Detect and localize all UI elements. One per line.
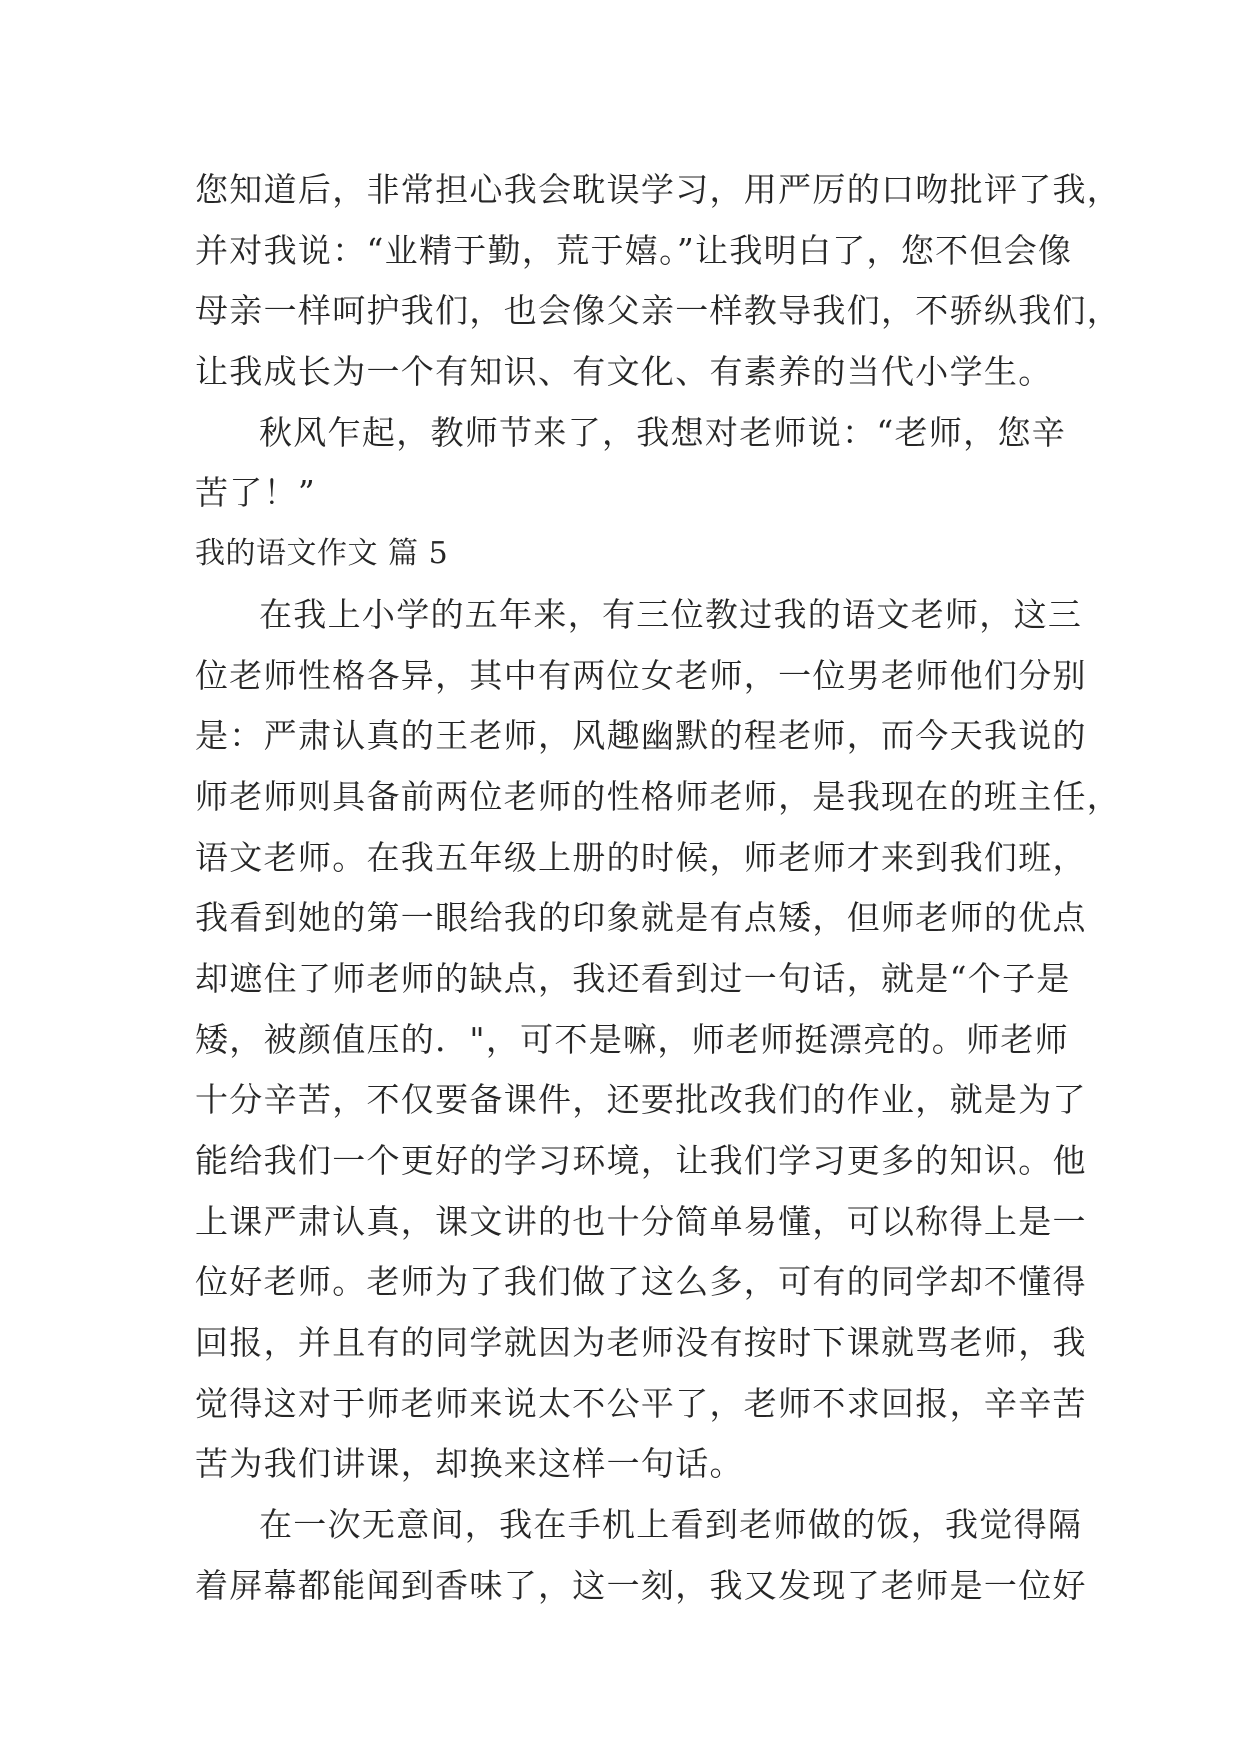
text-line: 能给我们一个更好的学习环境，让我们学习更多的知识。他 xyxy=(195,1141,1087,1180)
text-line: 回报，并且有的同学就因为老师没有按时下课就骂老师，我 xyxy=(195,1323,1087,1363)
text-line: 让我成长为一个有知识、有文化、有素养的当代小学生。 xyxy=(195,352,1053,392)
text-line: 并对我说：“业精于勤，荒于嬉。”让我明白了，您不但会像 xyxy=(195,230,1073,270)
text-line: 觉得这对于师老师来说太不公平了，老师不求回报，辛辛苦 xyxy=(195,1383,1087,1423)
essay-body xyxy=(195,160,1122,1617)
text-line: 苦了！” xyxy=(195,473,317,513)
text-line: 十分辛苦，不仅要备课件，还要批改我们的作业，就是为了 xyxy=(195,1080,1087,1120)
text-line: 是：严肃认真的王老师，风趣幽默的程老师，而今天我说的 xyxy=(195,716,1087,756)
text-line: 苦为我们讲课，却换来这样一句话。 xyxy=(195,1444,744,1484)
text-line: 您知道后，非常担心我会耽误学习，用严厉的口吻批评了我， xyxy=(195,170,1122,209)
text-line: 我看到她的第一眼给我的印象就是有点矮，但师老师的优点 xyxy=(195,898,1087,938)
section-heading: 我的语文作文 篇 5 xyxy=(195,536,449,572)
text-line: 矮，被颜值压的．"，可不是嘛，师老师挺漂亮的。师老师 xyxy=(195,1019,1069,1059)
text-line: 师老师则具备前两位老师的性格师老师，是我现在的班主任， xyxy=(195,776,1122,816)
text-line: 位好老师。老师为了我们做了这么多，可有的同学却不懂得 xyxy=(195,1262,1087,1302)
text-line: 秋风乍起，教师节来了，我想对老师说：“老师，您辛 xyxy=(259,412,1067,452)
text-line: 位老师性格各异，其中有两位女老师，一位男老师他们分别 xyxy=(195,655,1087,695)
text-line: 却遮住了师老师的缺点，我还看到过一句话，就是“个子是 xyxy=(195,958,1071,998)
text-line: 语文老师。在我五年级上册的时候，师老师才来到我们班， xyxy=(195,837,1087,877)
text-line: 在我上小学的五年来，有三位教过我的语文老师，这三 xyxy=(259,594,1083,634)
text-line: 母亲一样呵护我们，也会像父亲一样教导我们，不骄纵我们， xyxy=(195,291,1122,331)
text-line: 上课严肃认真，课文讲的也十分简单易懂，可以称得上是一 xyxy=(195,1201,1087,1241)
text-line: 在一次无意间，我在手机上看到老师做的饭，我觉得隔 xyxy=(259,1505,1083,1545)
text-line: 着屏幕都能闻到香味了，这一刻，我又发现了老师是一位好 xyxy=(195,1565,1087,1605)
